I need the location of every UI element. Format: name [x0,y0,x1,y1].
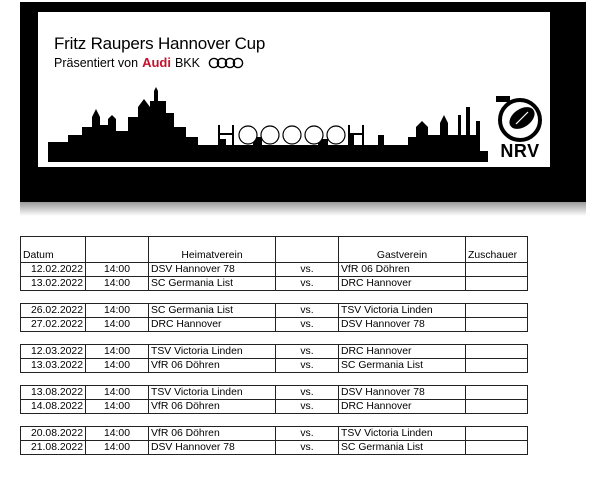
spectators [466,345,528,359]
banner-shadow [20,202,586,216]
match-date: 21.08.2022 [21,441,86,455]
banner-panel [38,12,550,167]
spectators [466,400,528,414]
table-row [21,263,528,277]
away-club: DSV Hannover 78 [339,318,466,332]
spectators [466,318,528,332]
nrv-logo [494,96,546,166]
away-club: SC Germania List [339,441,466,455]
audi-rings-icon [208,57,244,69]
rugby-ball-icon [494,96,546,144]
vs-label: vs. [276,386,339,400]
vs-label: vs. [276,263,339,277]
match-date: 12.02.2022 [21,263,86,277]
header-away-club: Gastverein [339,237,466,263]
away-club: SC Germania List [339,359,466,373]
header-spectators: Zuschauer [466,237,528,263]
sponsor-audi: Audi [142,55,171,70]
spectators [466,263,528,277]
home-club: SC Germania List [149,277,276,291]
spectators [466,427,528,441]
table-row [21,304,528,318]
table-row [21,400,528,414]
match-date: 26.02.2022 [21,304,86,318]
table-row [21,359,528,373]
home-club: TSV Victoria Linden [149,386,276,400]
group-spacer [21,291,528,304]
header-time [86,237,149,263]
subtitle-prefix: Präsentiert von [54,55,139,70]
home-club: DRC Hannover [149,318,276,332]
match-time: 14:00 [86,359,149,373]
spectators [466,304,528,318]
header-date: Datum [21,237,86,263]
event-title: Fritz Raupers Hannover Cup [54,34,266,53]
match-date: 13.02.2022 [21,277,86,291]
match-date: 13.03.2022 [21,359,86,373]
match-date: 27.02.2022 [21,318,86,332]
home-club: DSV Hannover 78 [149,263,276,277]
table-header-row [21,237,528,263]
home-club: SC Germania List [149,304,276,318]
vs-label: vs. [276,304,339,318]
spectators [466,386,528,400]
match-date: 13.08.2022 [21,386,86,400]
away-club: DSV Hannover 78 [339,386,466,400]
match-time: 14:00 [86,304,149,318]
match-time: 14:00 [86,386,149,400]
event-subtitle [54,55,244,70]
nrv-label: NRV [500,141,540,161]
spectators [466,277,528,291]
home-club: TSV Victoria Linden [149,345,276,359]
match-time: 14:00 [86,263,149,277]
away-club: DRC Hannover [339,345,466,359]
spectators [466,359,528,373]
away-club: TSV Victoria Linden [339,304,466,318]
away-club: DRC Hannover [339,400,466,414]
match-date: 20.08.2022 [21,427,86,441]
header-vs [276,237,339,263]
table-row [21,441,528,455]
match-date: 14.08.2022 [21,400,86,414]
hannover-skyline-icon [48,87,488,162]
vs-label: vs. [276,427,339,441]
sponsor-bkk: BKK [174,55,200,70]
vs-label: vs. [276,359,339,373]
away-club: DRC Hannover [339,277,466,291]
group-spacer [21,373,528,386]
match-time: 14:00 [86,318,149,332]
match-time: 14:00 [86,441,149,455]
match-time: 14:00 [86,400,149,414]
match-time: 14:00 [86,427,149,441]
home-club: VfR 06 Döhren [149,427,276,441]
match-time: 14:00 [86,277,149,291]
home-club: VfR 06 Döhren [149,400,276,414]
header-home-club: Heimatverein [149,237,276,263]
match-schedule-table [20,236,528,455]
table-row [21,277,528,291]
match-time: 14:00 [86,345,149,359]
away-club: VfR 06 Döhren [339,263,466,277]
table-row [21,345,528,359]
home-club: DSV Hannover 78 [149,441,276,455]
table-row [21,318,528,332]
vs-label: vs. [276,400,339,414]
vs-label: vs. [276,318,339,332]
table-row [21,427,528,441]
group-spacer [21,414,528,427]
spectators [466,441,528,455]
table-row [21,386,528,400]
vs-label: vs. [276,277,339,291]
away-club: TSV Victoria Linden [339,427,466,441]
match-date: 12.03.2022 [21,345,86,359]
vs-label: vs. [276,345,339,359]
home-club: VfR 06 Döhren [149,359,276,373]
vs-label: vs. [276,441,339,455]
group-spacer [21,332,528,345]
